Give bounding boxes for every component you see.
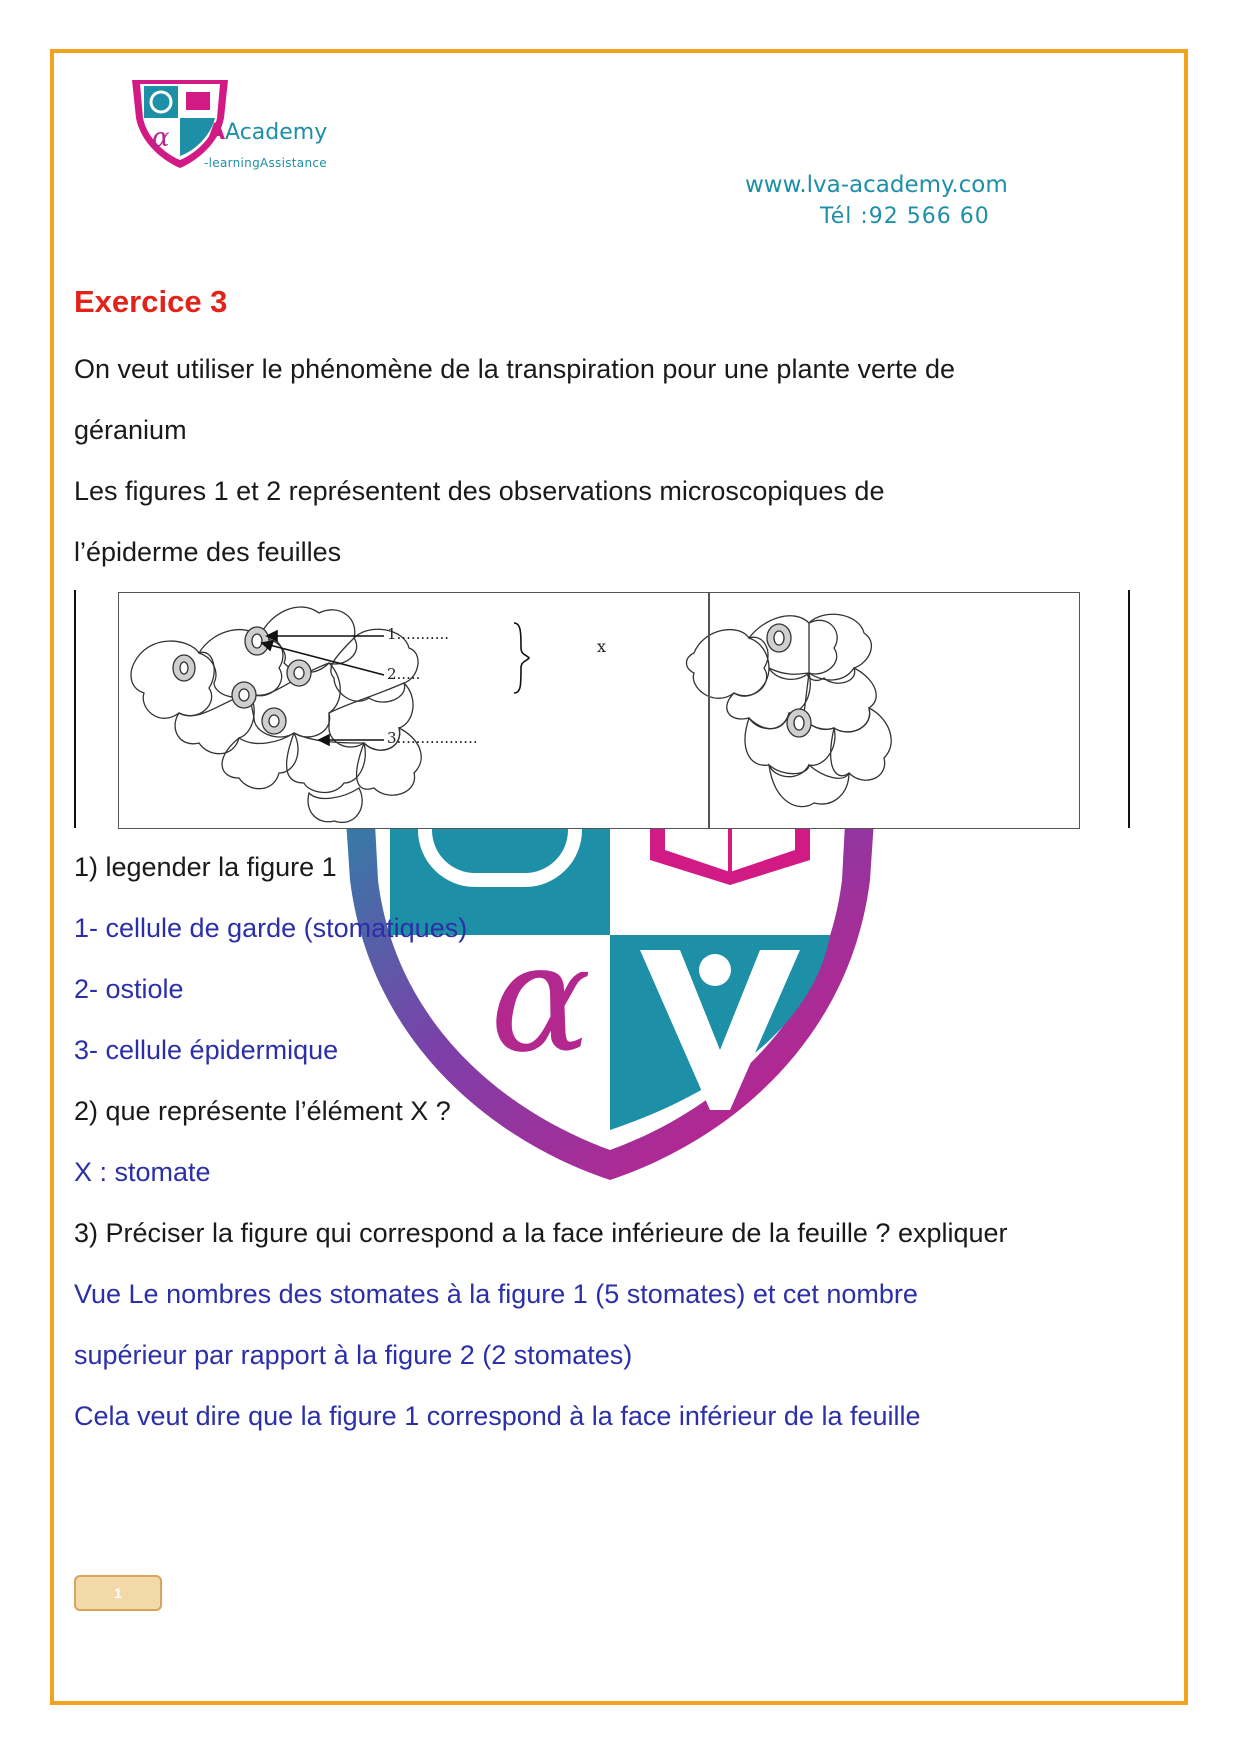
figure-label-x: x (597, 637, 607, 656)
answer-1-2: 2- ostiole (74, 974, 184, 1004)
question-3: 3) Préciser la figure qui correspond a la face inférieure de la feuille ? expliquer (74, 1218, 1008, 1248)
svg-text:α: α (152, 123, 170, 153)
figure-label-2: 2..... (387, 665, 421, 683)
intro-line-1: On veut utiliser le phénomène de la transpiration pour une plante verte de (74, 354, 956, 384)
exercise-title: Exercice 3 (74, 284, 228, 319)
intro-line-4: l’épiderme des feuilles (74, 537, 342, 567)
answer-2: X : stomate (74, 1157, 211, 1187)
intro-line-3: Les figures 1 et 2 représentent des observations microscopiques de (74, 476, 885, 506)
answer-3-line-3: Cela veut dire que la figure 1 correspond à la face inférieur de la feuille (74, 1401, 921, 1431)
figure-bar-right (1128, 590, 1130, 828)
figure-label-1: 1........... (387, 625, 449, 643)
answer-1-1: 1- cellule de garde (stomatiques) (74, 913, 468, 943)
answer-3-line-1: Vue Le nombres des stomates à la figure 1 (5 stomates) et cet nombre (74, 1279, 918, 1309)
intro-line-2: géranium (74, 415, 187, 445)
figure-box (118, 592, 1080, 829)
question-2: 2) que représente l’élément X ? (74, 1096, 451, 1126)
page-number-badge: 1 (74, 1575, 162, 1611)
epidermis-drawing-icon (119, 593, 1079, 828)
logo-name: AAcademy (208, 120, 328, 145)
website-text: www.lva-academy.com (745, 172, 1008, 198)
answer-3-line-2: supérieur par rapport à la figure 2 (2 stomates) (74, 1340, 633, 1370)
question-1: 1) legender la figure 1 (74, 852, 337, 882)
logo-subtitle: -learningAssistance (204, 156, 327, 170)
phone-text: Tél :92 566 60 (820, 204, 990, 229)
answer-1-3: 3- cellule épidermique (74, 1035, 339, 1065)
figure-bar-left (74, 590, 76, 828)
figure-label-3: 3................. (387, 729, 478, 747)
figure-separator (708, 592, 710, 829)
svg-text:α: α (490, 912, 592, 1086)
